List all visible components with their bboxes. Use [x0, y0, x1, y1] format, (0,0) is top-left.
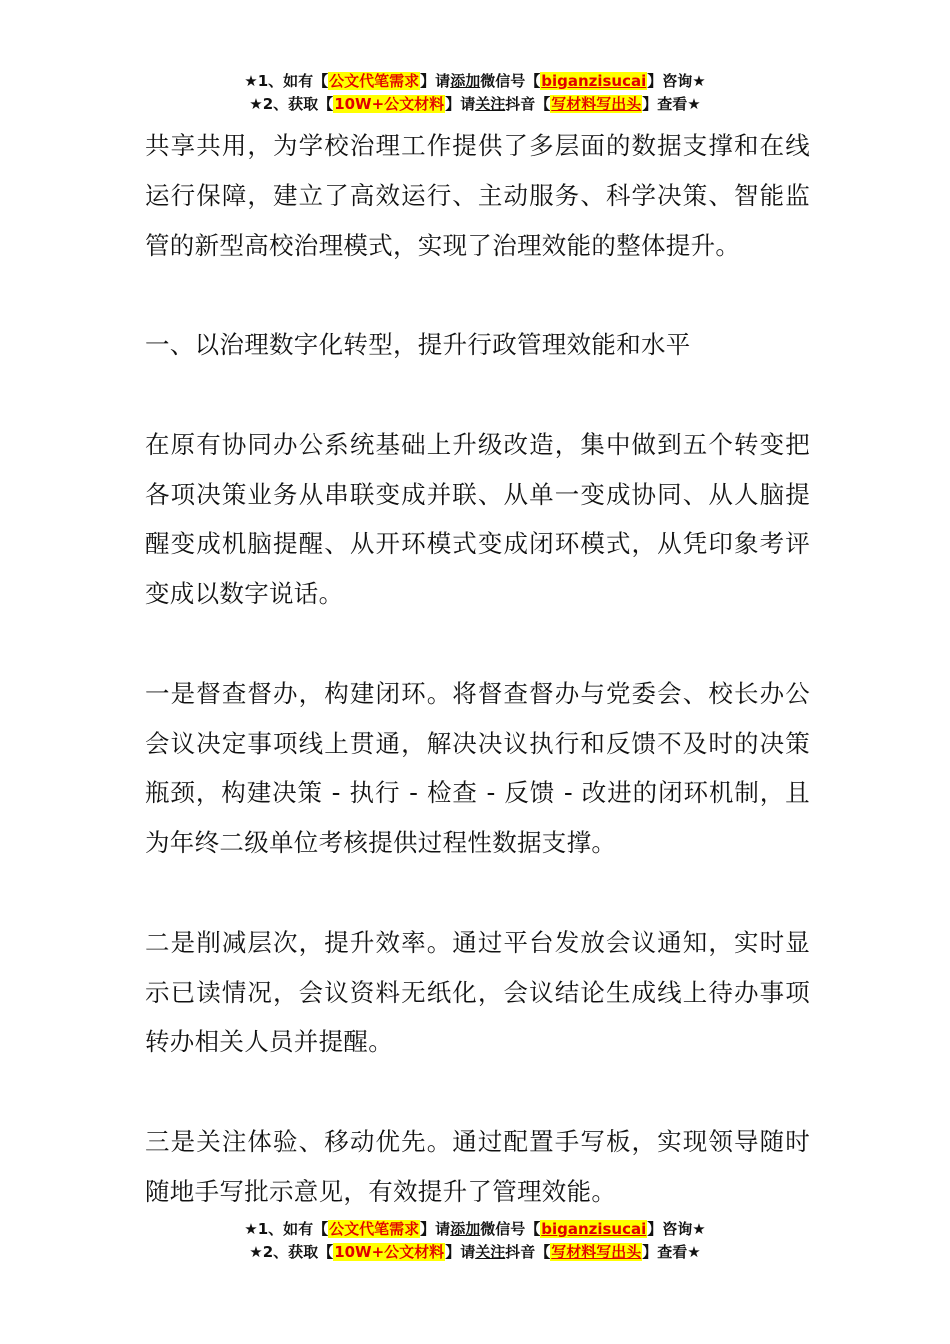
banner-line-2 [0, 93, 950, 116]
header-banner [0, 70, 950, 116]
banner-text: 微信号【 [480, 72, 541, 90]
banner-text: 】咨询★ [647, 1220, 706, 1238]
banner-emphasis: 添加 [450, 72, 481, 90]
highlight-service: 公文代笔需求 [329, 1220, 420, 1238]
banner-text: 】请 [420, 1220, 451, 1238]
banner-emphasis: 关注 [475, 1243, 506, 1261]
footer-banner [0, 1218, 950, 1264]
banner-text: 【 [313, 72, 329, 90]
highlight-wechat-id: biganzisucai [541, 72, 647, 90]
banner-line-1 [0, 70, 950, 93]
banner-text: 】查看★ [642, 95, 701, 113]
banner-text: 】请 [445, 1243, 476, 1261]
banner-text: 】查看★ [642, 1243, 701, 1261]
paragraph-gap [145, 868, 810, 918]
banner-text: 抖音【 [505, 95, 551, 113]
highlight-douyin: 写材料写出头 [551, 1243, 642, 1261]
highlight-wechat-id: biganzisucai [541, 1220, 647, 1238]
paragraph-gap [145, 270, 810, 320]
banner-text: 】咨询★ [647, 72, 706, 90]
banner-text: ★2、获取【 [249, 1243, 334, 1261]
paragraph-point-2: 二是削减层次，提升效率。通过平台发放会议通知，实时显示已读情况，会议资料无纸化，会议结论生成线上待办事项转办相关人员并提醒。 [145, 927, 810, 1057]
paragraph-point-1: 一是督查督办，构建闭环。将督查督办与党委会、校长办公会议决定事项线上贯通，解决决议执行和反馈不及时的决策瓶颈，构建决策 - 执行 - 检查 - 反馈 - 改进的闭环机制，且为年终二级单位考核提供过程性数据支撑。 [145, 678, 810, 858]
banner-text: 微信号【 [480, 1220, 541, 1238]
banner-emphasis: 关注 [475, 95, 506, 113]
banner-text: 】请 [420, 72, 451, 90]
banner-line-1 [0, 1218, 950, 1241]
section-heading: 一、以治理数字化转型，提升行政管理效能和水平 [145, 330, 691, 360]
banner-text: ★2、获取【 [249, 95, 334, 113]
banner-text: ★1、如有 [244, 72, 314, 90]
banner-text: 】请 [445, 95, 476, 113]
paragraph-point-3: 三是关注体验、移动优先。通过配置手写板，实现领导随时随地手写批示意见，有效提升了管理效能。 [145, 1126, 810, 1206]
document-body [145, 121, 810, 1217]
banner-emphasis: 添加 [450, 1220, 481, 1238]
highlight-materials: 10W+公文材料 [334, 95, 445, 113]
banner-text: 【 [313, 1220, 329, 1238]
paragraph-gap [145, 1067, 810, 1117]
highlight-douyin: 写材料写出头 [551, 95, 642, 113]
paragraph-gap [145, 370, 810, 420]
paragraph-transform: 在原有协同办公系统基础上升级改造，集中做到五个转变把各项决策业务从串联变成并联、从单一变成协同、从人脑提醒变成机脑提醒、从开环模式变成闭环模式，从凭印象考评变成以数字说话。 [145, 429, 810, 609]
highlight-service: 公文代笔需求 [329, 72, 420, 90]
paragraph-intro: 共享共用，为学校治理工作提供了多层面的数据支撑和在线运行保障，建立了高效运行、主动服务、科学决策、智能监管的新型高校治理模式，实现了治理效能的整体提升。 [145, 131, 810, 260]
banner-line-2 [0, 1241, 950, 1264]
banner-text: ★1、如有 [244, 1220, 314, 1238]
highlight-materials: 10W+公文材料 [334, 1243, 445, 1261]
banner-text: 抖音【 [505, 1243, 551, 1261]
paragraph-gap [145, 619, 810, 669]
